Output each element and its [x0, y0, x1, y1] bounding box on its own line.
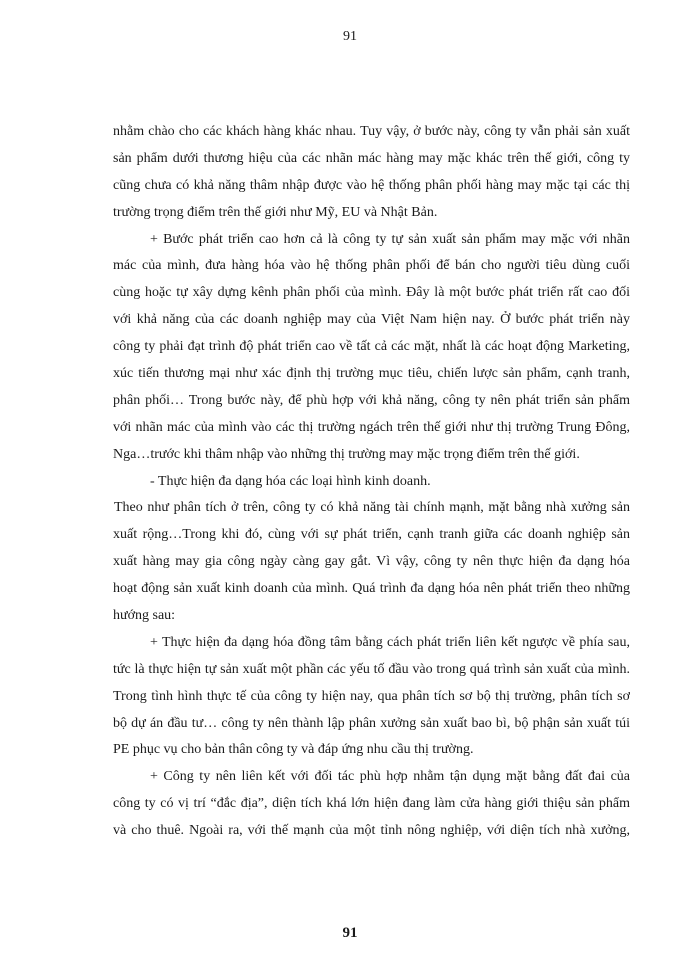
text-line: công ty phải đạt trình độ phát triển cao về tất cả các mặt, nhất là các hoạt động Marketing, — [113, 339, 630, 355]
text-line: xuất hàng may gia công ngày càng gay gắt. Vì vậy, công ty nên thực hiện đa dạng hóa — [113, 554, 630, 570]
text-line: cũng chưa có khả năng thâm nhập được vào hệ thống phân phối hàng may mặc tại các thị — [113, 177, 630, 193]
text-line: phân phối… Trong bước này, để phù hợp với khả năng, công ty nên phát triển sản phẩm — [113, 392, 630, 408]
text-line: Trong tình hình thực tế của công ty hiện nay, qua phân tích sơ bộ thị trường, phân tích sơ — [113, 688, 630, 704]
text-line: cùng hoặc tự xây dựng kênh phân phối của mình. Đây là một bước phát triển rất cao đối — [113, 285, 630, 301]
text-line: và cho thuê. Ngoài ra, với thế mạnh của một tỉnh nông nghiệp, với diện tích nhà xưởng, — [113, 823, 630, 839]
text-line: tức là thực hiện tự sản xuất một phần các yếu tố đầu vào trong quá trình sản xuất của mình. — [113, 661, 630, 677]
text-line: + Thực hiện đa dạng hóa đồng tâm bằng cách phát triển liên kết ngược về phía sau, — [150, 634, 630, 650]
text-line: + Bước phát triển cao hơn cả là công ty tự sản xuất sản phẩm may mặc với nhãn — [150, 231, 630, 247]
page-number-top: 91 — [343, 29, 357, 44]
text-line: bộ dự án đầu tư… công ty nên thành lập phân xưởng sản xuất bao bì, bộ phận sản xuất túi — [113, 715, 630, 731]
text-line: PE phục vụ cho bản thân công ty và đáp ứng nhu cầu thị trường. — [113, 742, 474, 758]
page-number-bottom: 91 — [342, 925, 358, 941]
text-line: Theo như phân tích ở trên, công ty có khả năng tài chính mạnh, mặt bằng nhà xưởng sản — [114, 500, 630, 516]
text-line: hoạt động sản xuất kinh doanh của mình. Quá trình đa dạng hóa nên phát triển theo những — [113, 581, 630, 597]
text-line: công ty có vị trí “đắc địa”, diện tích khá lớn hiện đang làm cửa hàng giới thiệu sản phẩm — [113, 796, 630, 812]
text-line: xúc tiến thương mại như xác định thị trường mục tiêu, chiến lược sản phẩm, cạnh tranh, — [113, 366, 630, 382]
body-text — [113, 119, 630, 845]
text-line: với nhãn mác của mình vào các thị trường ngách trên thế giới như thị trường Trung Đông, — [113, 419, 630, 435]
text-line: nhằm chào cho các khách hàng khác nhau. Tuy vậy, ở bước này, công ty vẫn phải sản xuất — [113, 124, 630, 139]
text-line: xuất rộng…Trong khi đó, cùng với sự phát triển, cạnh tranh giữa các doanh nghiệp sản — [113, 527, 630, 543]
text-line: sản phẩm dưới thương hiệu của các nhãn mác hàng may mặc khác trên thế giới, công ty — [113, 150, 630, 166]
text-line: Nga…trước khi thâm nhập vào những thị trường may mặc trọng điểm trên thế giới. — [113, 446, 580, 462]
text-line: - Thực hiện đa dạng hóa các loại hình kinh doanh. — [150, 473, 431, 489]
text-line: mác của mình, đưa hàng hóa vào hệ thống phân phối để bán cho người tiêu dùng cuối — [113, 258, 630, 274]
text-line: + Công ty nên liên kết với đối tác phù hợp nhằm tận dụng mặt bằng đất đai của — [150, 769, 630, 785]
text-line: trường trọng điểm trên thế giới như Mỹ, EU và Nhật Bản. — [113, 204, 438, 220]
text-line: hướng sau: — [113, 608, 176, 624]
text-line: với khả năng của các doanh nghiệp may của Việt Nam hiện nay. Ở bước phát triển này — [113, 312, 630, 328]
